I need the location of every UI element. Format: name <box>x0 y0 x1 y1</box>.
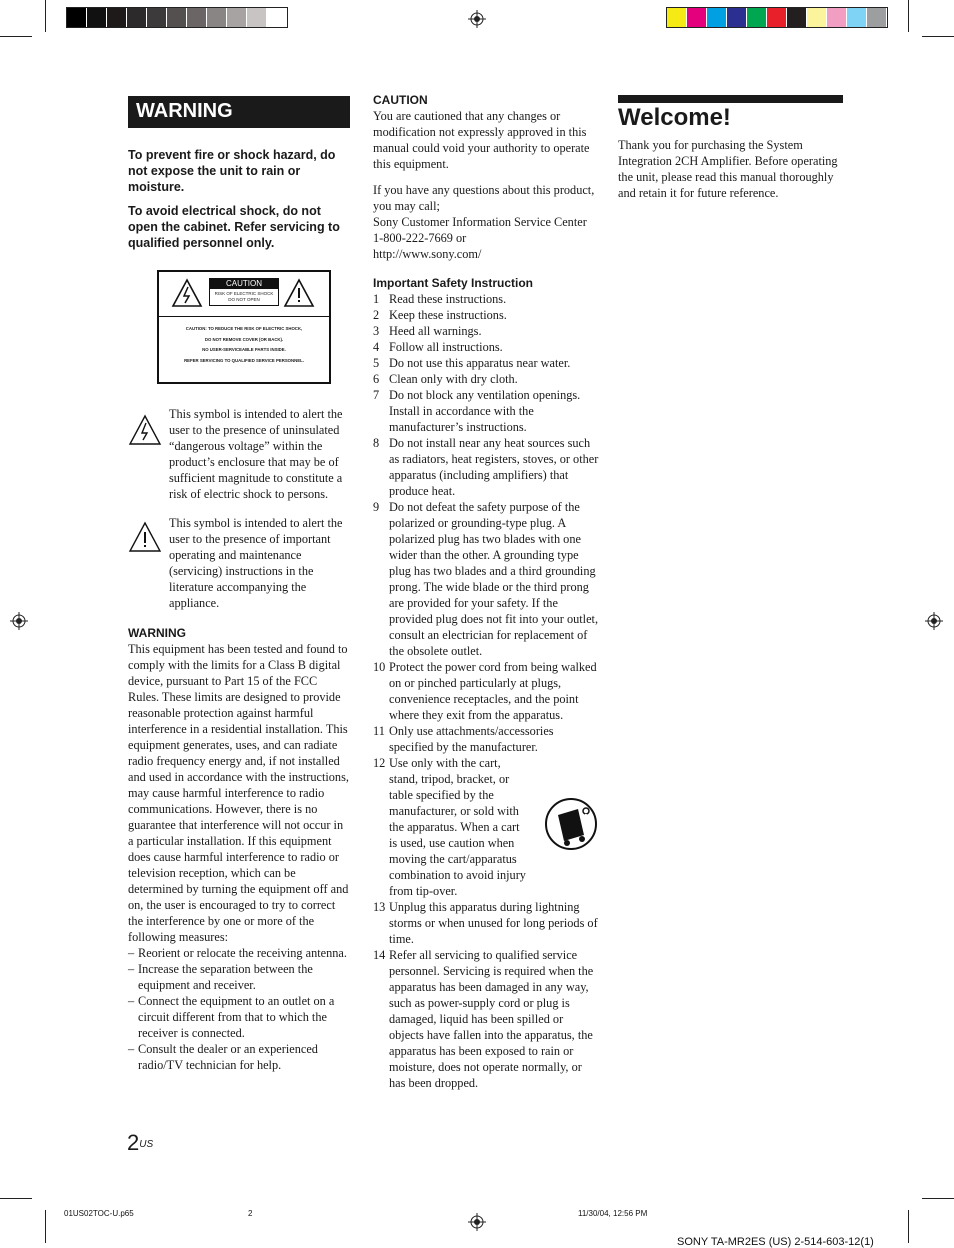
list-item: – Reorient or relocate the receiving antenna. <box>128 945 350 961</box>
safety-item-number: 13 <box>373 900 386 914</box>
grayscale-color-bar <box>66 7 288 28</box>
safety-heading: Important Safety Instruction <box>373 276 534 290</box>
safety-item-text: Do not use this apparatus near water. <box>389 356 571 370</box>
page-number-suffix: US <box>139 1139 154 1150</box>
safety-item-text: Use only with the cart, stand, tripod, bracket, or table specified by the manufacturer, or sold with the apparatus. When a cart is used, use caution when moving the cart/apparatus combination to avoid injury from tip-over. <box>389 756 526 898</box>
safety-item-number: 1 <box>373 292 380 306</box>
safety-item-text: Unplug this apparatus during lightning storms or when unused for long periods of time. <box>389 900 598 946</box>
crop-mark <box>45 1210 46 1243</box>
safety-item-text: Read these instructions. <box>389 292 507 306</box>
safety-item-number: 5 <box>373 356 380 370</box>
welcome-title: Welcome! <box>618 104 731 131</box>
safety-item <box>373 355 599 371</box>
footer-page: 2 <box>248 1209 253 1218</box>
safety-item-number: 14 <box>373 948 386 962</box>
process-swatch <box>687 8 707 27</box>
process-swatch <box>867 8 887 27</box>
safety-item-text: Do not defeat the safety purpose of the polarized or grounding-type plug. A polarized plug has two blades with one wider than the other. A grounding type plug has two blades and a third grounding prong. The wide blade or the third prong are provided for your safety. If the provided plug does not fit into your outlet, consult an electrician for replacement of the obsolete outlet. <box>389 500 599 658</box>
crop-mark <box>922 1198 954 1199</box>
process-swatch <box>727 8 747 27</box>
footer-model: SONY TA-MR2ES (US) 2-514-603-12(1) <box>677 1236 874 1248</box>
safety-item-number: 3 <box>373 324 380 338</box>
left-column <box>128 96 350 1073</box>
safety-item <box>373 371 599 387</box>
process-swatch <box>747 8 767 27</box>
safety-item-text: Protect the power cord from being walked on or pinched particularly at plugs, convenience receptacles, and the point where they exit from the apparatus. <box>389 660 597 722</box>
crop-mark <box>0 36 32 37</box>
caution-label-line: CAUTION: TO REDUCE THE RISK OF ELECTRIC SHOCK, <box>185 326 303 331</box>
process-swatch <box>827 8 847 27</box>
list-item: – Consult the dealer or an experienced radio/TV technician for help. <box>128 1041 350 1073</box>
page-number-value: 2 <box>127 1130 140 1155</box>
crop-mark <box>45 0 46 32</box>
fcc-heading: WARNING <box>128 626 186 640</box>
registration-mark-icon <box>468 10 486 28</box>
crop-mark <box>908 1210 909 1243</box>
safety-item <box>373 307 599 323</box>
safety-item-text: Only use attachments/accessories specified by the manufacturer. <box>389 724 554 754</box>
middle-column <box>373 92 599 1091</box>
process-swatch <box>767 8 787 27</box>
safety-item-number: 6 <box>373 372 380 386</box>
process-swatch <box>847 8 867 27</box>
welcome-bar <box>618 95 843 103</box>
caution-label-risk: RISK OF ELECTRIC SHOCK DO NOT OPEN <box>214 291 274 302</box>
caution-heading: CAUTION <box>373 93 428 107</box>
process-swatch <box>667 8 687 27</box>
contact-intro: If you have any questions about this product, you may call; <box>373 183 595 213</box>
process-swatch <box>807 8 827 27</box>
grayscale-swatch <box>247 8 267 27</box>
crop-mark <box>908 0 909 32</box>
grayscale-swatch <box>127 8 147 27</box>
process-color-bar <box>666 7 888 28</box>
grayscale-swatch <box>67 8 87 27</box>
safety-item <box>373 387 599 435</box>
safety-item-text: Clean only with dry cloth. <box>389 372 518 386</box>
contact-url: http://www.sony.com/ <box>373 247 482 261</box>
contact-phone: 1-800-222-7669 or <box>373 231 467 245</box>
list-item: – Increase the separation between the equipment and receiver. <box>128 961 350 993</box>
registration-mark-icon <box>10 612 28 630</box>
fcc-measures-list <box>128 945 350 1073</box>
safety-item <box>373 435 599 499</box>
lightning-warning-icon <box>171 278 203 308</box>
safety-item <box>373 723 599 755</box>
crop-mark <box>922 36 954 37</box>
safety-item-number: 2 <box>373 308 380 322</box>
fire-warning: To prevent fire or shock hazard, do not expose the unit to rain or moisture. <box>128 148 336 194</box>
caution-label-line: NO USER-SERVICEABLE PARTS INSIDE. <box>202 347 286 352</box>
shock-warning: To avoid electrical shock, do not open the cabinet. Refer servicing to qualified personnel only. <box>128 204 340 250</box>
page-number <box>127 1130 153 1156</box>
footer-date: 11/30/04, 12:56 PM <box>578 1209 648 1218</box>
process-swatch <box>787 8 807 27</box>
caution-label-title: CAUTION <box>210 279 278 289</box>
registration-mark-icon <box>468 1213 486 1231</box>
grayscale-swatch <box>187 8 207 27</box>
lightning-warning-icon <box>128 414 162 446</box>
grayscale-swatch <box>107 8 127 27</box>
crop-mark <box>0 1198 32 1199</box>
cart-tip-over-icon <box>544 797 598 851</box>
safety-item-text: Do not install near any heat sources such as radiators, heat registers, stoves, or other apparatus (including amplifiers) that produce heat. <box>389 436 599 498</box>
grayscale-swatch <box>267 8 287 27</box>
lightning-symbol-note <box>128 406 350 502</box>
caution-label-line: DO NOT REMOVE COVER (OR BACK). <box>204 336 284 342</box>
safety-item-number: 7 <box>373 388 380 402</box>
warning-title: WARNING <box>128 96 350 128</box>
exclamation-symbol-text: This symbol is intended to alert the user to the presence of important operating and maintenance (servicing) instructions in the literature accompanying the appliance. <box>169 516 343 610</box>
safety-item-text: Keep these instructions. <box>389 308 507 322</box>
safety-item-number: 11 <box>373 724 385 738</box>
grayscale-swatch <box>207 8 227 27</box>
grayscale-swatch <box>87 8 107 27</box>
safety-item-number: 9 <box>373 500 380 514</box>
safety-item-text: Follow all instructions. <box>389 340 503 354</box>
registration-mark-icon <box>925 612 943 630</box>
safety-item <box>373 899 599 947</box>
footer-file: 01US02TOC-U.p65 <box>64 1209 134 1218</box>
lightning-symbol-text: This symbol is intended to alert the user to the presence of uninsulated “dangerous voltage” within the product’s enclosure that may be of sufficient magnitude to constitute a risk of electric shock to persons. <box>169 407 343 501</box>
caution-label-line: REFER SERVICING TO QUALIFIED SERVICE PERSONNEL. <box>184 357 304 363</box>
exclamation-warning-icon <box>128 521 162 553</box>
contact-center: Sony Customer Information Service Center <box>373 215 587 229</box>
safety-item <box>373 323 599 339</box>
safety-instructions-list <box>373 291 599 1091</box>
safety-item <box>373 339 599 355</box>
safety-item-text: Heed all warnings. <box>389 324 482 338</box>
exclamation-symbol-note <box>128 515 350 611</box>
exclamation-warning-icon <box>283 278 315 308</box>
grayscale-swatch <box>167 8 187 27</box>
caution-label <box>157 270 331 384</box>
safety-item-number: 12 <box>373 756 386 770</box>
process-swatch <box>707 8 727 27</box>
safety-item <box>373 947 599 1091</box>
safety-item-text: Do not block any ventilation openings. Install in accordance with the manufacturer’s instructions. <box>389 388 581 434</box>
welcome-text: Thank you for purchasing the System Integration 2CH Amplifier. Before operating the unit, please read this manual thoroughly and retain it for future reference. <box>618 138 838 200</box>
safety-item <box>373 659 599 723</box>
safety-item-text: Refer all servicing to qualified service personnel. Servicing is required when the apparatus has been damaged in any way, such as power-supply cord or plug is damaged, liquid has been spilled or objects have fallen into the apparatus, the apparatus has been exposed to rain or moisture, does not operate normally, or has been dropped. <box>389 948 594 1090</box>
safety-item-number: 10 <box>373 660 386 674</box>
caution-text: You are cautioned that any changes or modification not expressly approved in this manual could void your authority to operate this equipment. <box>373 109 590 171</box>
safety-item-number: 4 <box>373 340 380 354</box>
right-column <box>618 137 844 201</box>
list-item: – Connect the equipment to an outlet on a circuit different from that to which the receiver is connected. <box>128 993 350 1041</box>
safety-item <box>373 499 599 659</box>
grayscale-swatch <box>147 8 167 27</box>
safety-item <box>373 291 599 307</box>
safety-item-number: 8 <box>373 436 380 450</box>
fcc-text: This equipment has been tested and found to comply with the limits for a Class B digital device, pursuant to Part 15 of the FCC Rules. These limits are designed to provide reasonable protection against harmful interference in a residential installation. This equipment generates, uses, and can radiate radio frequency energy and, if not installed and used in accordance with the instructions, may cause harmful interference to radio communications. However, there is no guarantee that interference will not occur in a particular installation. If this equipment does cause harmful interference to radio or television reception, which can be determined by turning the equipment off and on, the user is encouraged to try to correct the interference by one or more of the following measures: <box>128 642 349 944</box>
grayscale-swatch <box>227 8 247 27</box>
